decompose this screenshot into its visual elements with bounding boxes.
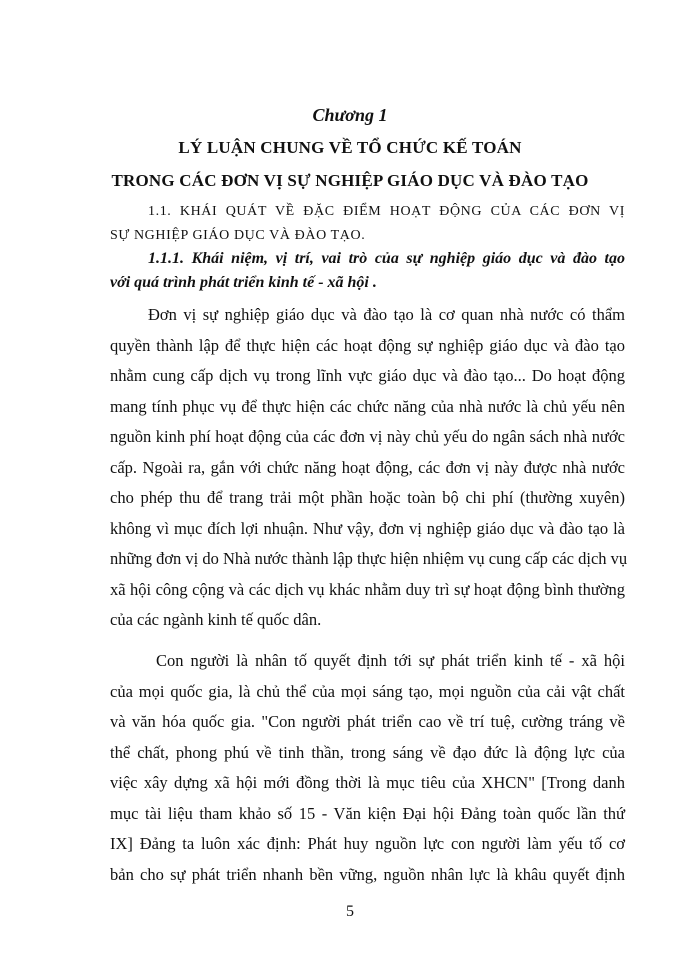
paragraph2-line: Con người là nhân tố quyết định tới sự phát triển kinh tế - xã hội [156,651,625,670]
section-heading-line-1: 1.1. KHÁI QUÁT VỀ ĐẶC ĐIỂM HOẠT ĐỘNG CỦA CÁC ĐƠN VỊ [148,204,625,219]
paragraph2-line: của mọi quốc gia, là chủ thể của mọi sáng tạo, mọi nguồn của cải vật chất [110,682,625,701]
paragraph1-line: Đơn vị sự nghiệp giáo dục và đào tạo là cơ quan nhà nước có thẩm [148,305,625,324]
paragraph1-line: xã hội công cộng và các dịch vụ khác nhằm duy trì sự hoạt động bình thường [110,580,625,599]
page-number: 5 [346,903,354,920]
paragraph1-line: những đơn vị do Nhà nước thành lập thực hiện nhiệm vụ cung cấp các dịch vụ [110,549,628,568]
paragraph2-line: mục tài liệu tham khảo số 15 - Văn kiện Đại hội Đảng toàn quốc lần thứ [110,804,625,823]
section-heading-line-2: SỰ NGHIỆP GIÁO DỤC VÀ ĐÀO TẠO. [110,228,366,243]
paragraph1-line: cấp. Ngoài ra, gắn với chức năng hoạt động, các đơn vị này được nhà nước [110,458,625,477]
paragraph1-line: mang tính phục vụ để thực hiện các chức năng của nhà nước là chủ yếu nên [110,397,625,416]
subsection-heading-line-1: 1.1.1. Khái niệm, vị trí, vai trò của sự nghiệp giáo dục và đào tạo [148,250,625,267]
paragraph1-line: của các ngành kinh tế quốc dân. [110,610,322,629]
paragraph2-line: bản cho sự phát triển nhanh bền vững, nguồn nhân lực là khâu quyết định [110,865,625,884]
subsection-heading-line-2: với quá trình phát triển kinh tế - xã hội . [110,274,377,291]
paragraph1-line: nguồn kinh phí hoạt động của các đơn vị này chủ yếu do ngân sách nhà nước [110,427,625,446]
paragraph2-line: việc xây dựng xã hội mới đồng thời là mục tiêu của XHCN" [Trong danh [110,773,625,792]
chapter-title-line-1: LÝ LUẬN CHUNG VỀ TỔ CHỨC KẾ TOÁN [178,138,522,157]
paragraph2-line: thể chất, phong phú về tinh thần, trong sáng về đạo đức là động lực của [110,743,625,762]
chapter-label: Chương 1 [312,105,388,125]
paragraph2-line: IX] Đảng ta luôn xác định: Phát huy nguồn lực con người làm yếu tố cơ [110,834,625,853]
paragraph1-line: nhằm cung cấp dịch vụ trong lĩnh vực giáo dục và đào tạo... Do hoạt động [110,366,625,385]
paragraph1-line: cho phép thu để trang trải một phần hoặc toàn bộ chi phí (thường xuyên) [110,488,625,507]
chapter-title-line-2: TRONG CÁC ĐƠN VỊ SỰ NGHIỆP GIÁO DỤC VÀ ĐÀO TẠO [111,171,589,190]
paragraph1-line: không vì mục đích lợi nhuận. Như vậy, đơn vị nghiệp giáo dục và đào tạo là [110,519,625,538]
paragraph1-line: quyền thành lập để thực hiện các hoạt động sự nghiệp giáo dục và đào tạo [110,336,625,355]
paragraph2-line: và văn hóa quốc gia. "Con người phát triển cao về trí tuệ, cường tráng về [110,712,625,731]
